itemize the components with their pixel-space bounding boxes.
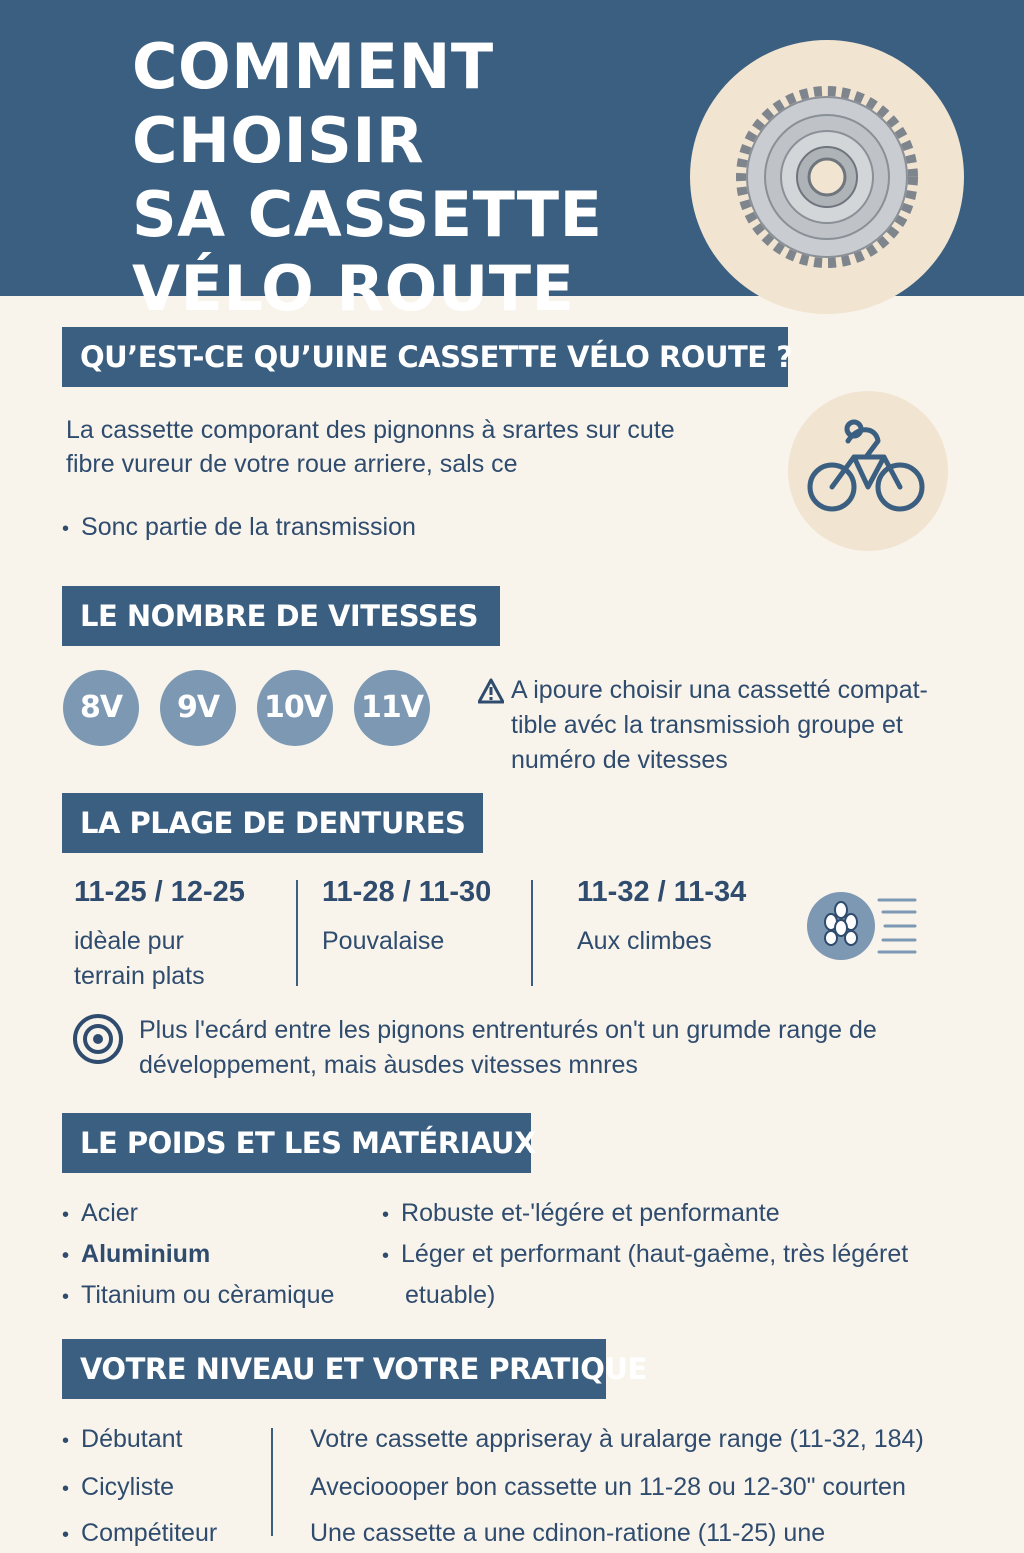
cassette-description-line-1: La cassette comporant des pignonns à srartes sur cute — [66, 416, 675, 444]
range-column-3 — [577, 872, 746, 959]
level-name: Compétiteur — [81, 1519, 218, 1547]
material-item — [62, 1237, 210, 1274]
material-property — [382, 1196, 780, 1233]
level-item — [62, 1516, 217, 1553]
section-heading-level: VOTRE NIVEAU ET VOTRE PRATIQUE — [62, 1339, 606, 1399]
compat-note-line-2: tible avéc la transmissioh groupe et — [511, 711, 903, 739]
material-property-text: Robuste et-'légére et penformante — [401, 1199, 780, 1227]
cassette-bullet-text: Sonc partie de la transmission — [81, 513, 416, 541]
speed-chip-11v: 11V — [354, 670, 430, 746]
compat-note-line-1: A ipoure choisir una cassetté compat- — [511, 676, 928, 704]
cassette-bullet — [62, 510, 416, 547]
level-item — [62, 1470, 174, 1507]
material-property — [382, 1237, 908, 1274]
range-tip-line-1: Plus l'ecárd entre les pignons entrenturés on't un grumde range de — [139, 1016, 877, 1044]
range-desc-line: terrain plats — [74, 962, 205, 990]
range-desc-line: Pouvalaise — [322, 927, 445, 955]
level-name: Débutant — [81, 1425, 183, 1453]
title-line-2: SA CASSETTE — [132, 178, 603, 251]
level-item — [62, 1422, 182, 1459]
cassette-description-line-2: fibre vureur de votre roue arriere, sals ce — [66, 450, 518, 478]
range-divider — [531, 880, 533, 986]
speed-cassette-icon — [803, 888, 919, 964]
compat-note-line-3: numéro de vitesses — [511, 746, 728, 774]
material-property-continued: etuable) — [405, 1281, 496, 1309]
target-icon — [72, 1013, 124, 1065]
title-line-3: VÉLO ROUTE — [132, 252, 575, 325]
material-name: Acier — [81, 1199, 138, 1227]
range-column-1 — [74, 872, 245, 994]
range-value: 11-28 / 11-30 — [322, 876, 492, 908]
material-item — [62, 1278, 334, 1315]
range-tip-line-2: développement, mais àusdes vitesses mnres — [139, 1051, 638, 1079]
section-heading-ranges: LA PLAGE DE DENTURES — [62, 793, 483, 853]
level-advice: Avecioooper bon cassette un 11-28 ou 12-30" courten — [310, 1473, 906, 1501]
cyclist-badge — [788, 391, 948, 551]
cyclist-icon — [788, 391, 948, 551]
range-description — [322, 924, 491, 959]
speed-chip-10v: 10V — [257, 670, 333, 746]
cassette-gear-icon — [727, 77, 927, 277]
level-advice: Votre cassette appriseray à uralarge range (11-32, 184) — [310, 1425, 924, 1453]
title-line-1: COMMENT CHOISIR — [132, 30, 494, 177]
range-desc-line: idèale pur — [74, 927, 184, 955]
range-description — [74, 924, 245, 994]
section-heading-materials: LE POIDS ET LES MATÉRIAUX — [62, 1113, 531, 1173]
level-advice: Une cassette a une cdinon-ratione (11-25) une — [310, 1519, 826, 1547]
range-column-2 — [322, 872, 491, 959]
speed-chip-9v: 9V — [160, 670, 236, 746]
section-heading-cassette: QU’EST-CE QU’UINE CASSETTE VÉLO ROUTE ? — [62, 327, 788, 387]
range-divider — [296, 880, 298, 986]
page-title — [132, 30, 692, 326]
level-name: Cicyliste — [81, 1473, 175, 1501]
material-name: Titanium ou cèramique — [81, 1281, 335, 1309]
level-divider — [271, 1428, 273, 1536]
section-heading-speeds: LE NOMBRE DE VITESSES — [62, 586, 500, 646]
speed-chip-8v: 8V — [63, 670, 139, 746]
material-item — [62, 1196, 138, 1233]
cassette-badge — [690, 40, 964, 314]
range-value: 11-32 / 11-34 — [577, 876, 747, 908]
warning-icon — [478, 678, 504, 704]
material-name: Aluminium — [81, 1240, 211, 1268]
range-value: 11-25 / 12-25 — [74, 876, 245, 908]
material-property-text: Léger et performant (haut-gaème, très légéret — [401, 1240, 909, 1268]
range-desc-line: Aux climbes — [577, 927, 712, 955]
range-description — [577, 924, 746, 959]
